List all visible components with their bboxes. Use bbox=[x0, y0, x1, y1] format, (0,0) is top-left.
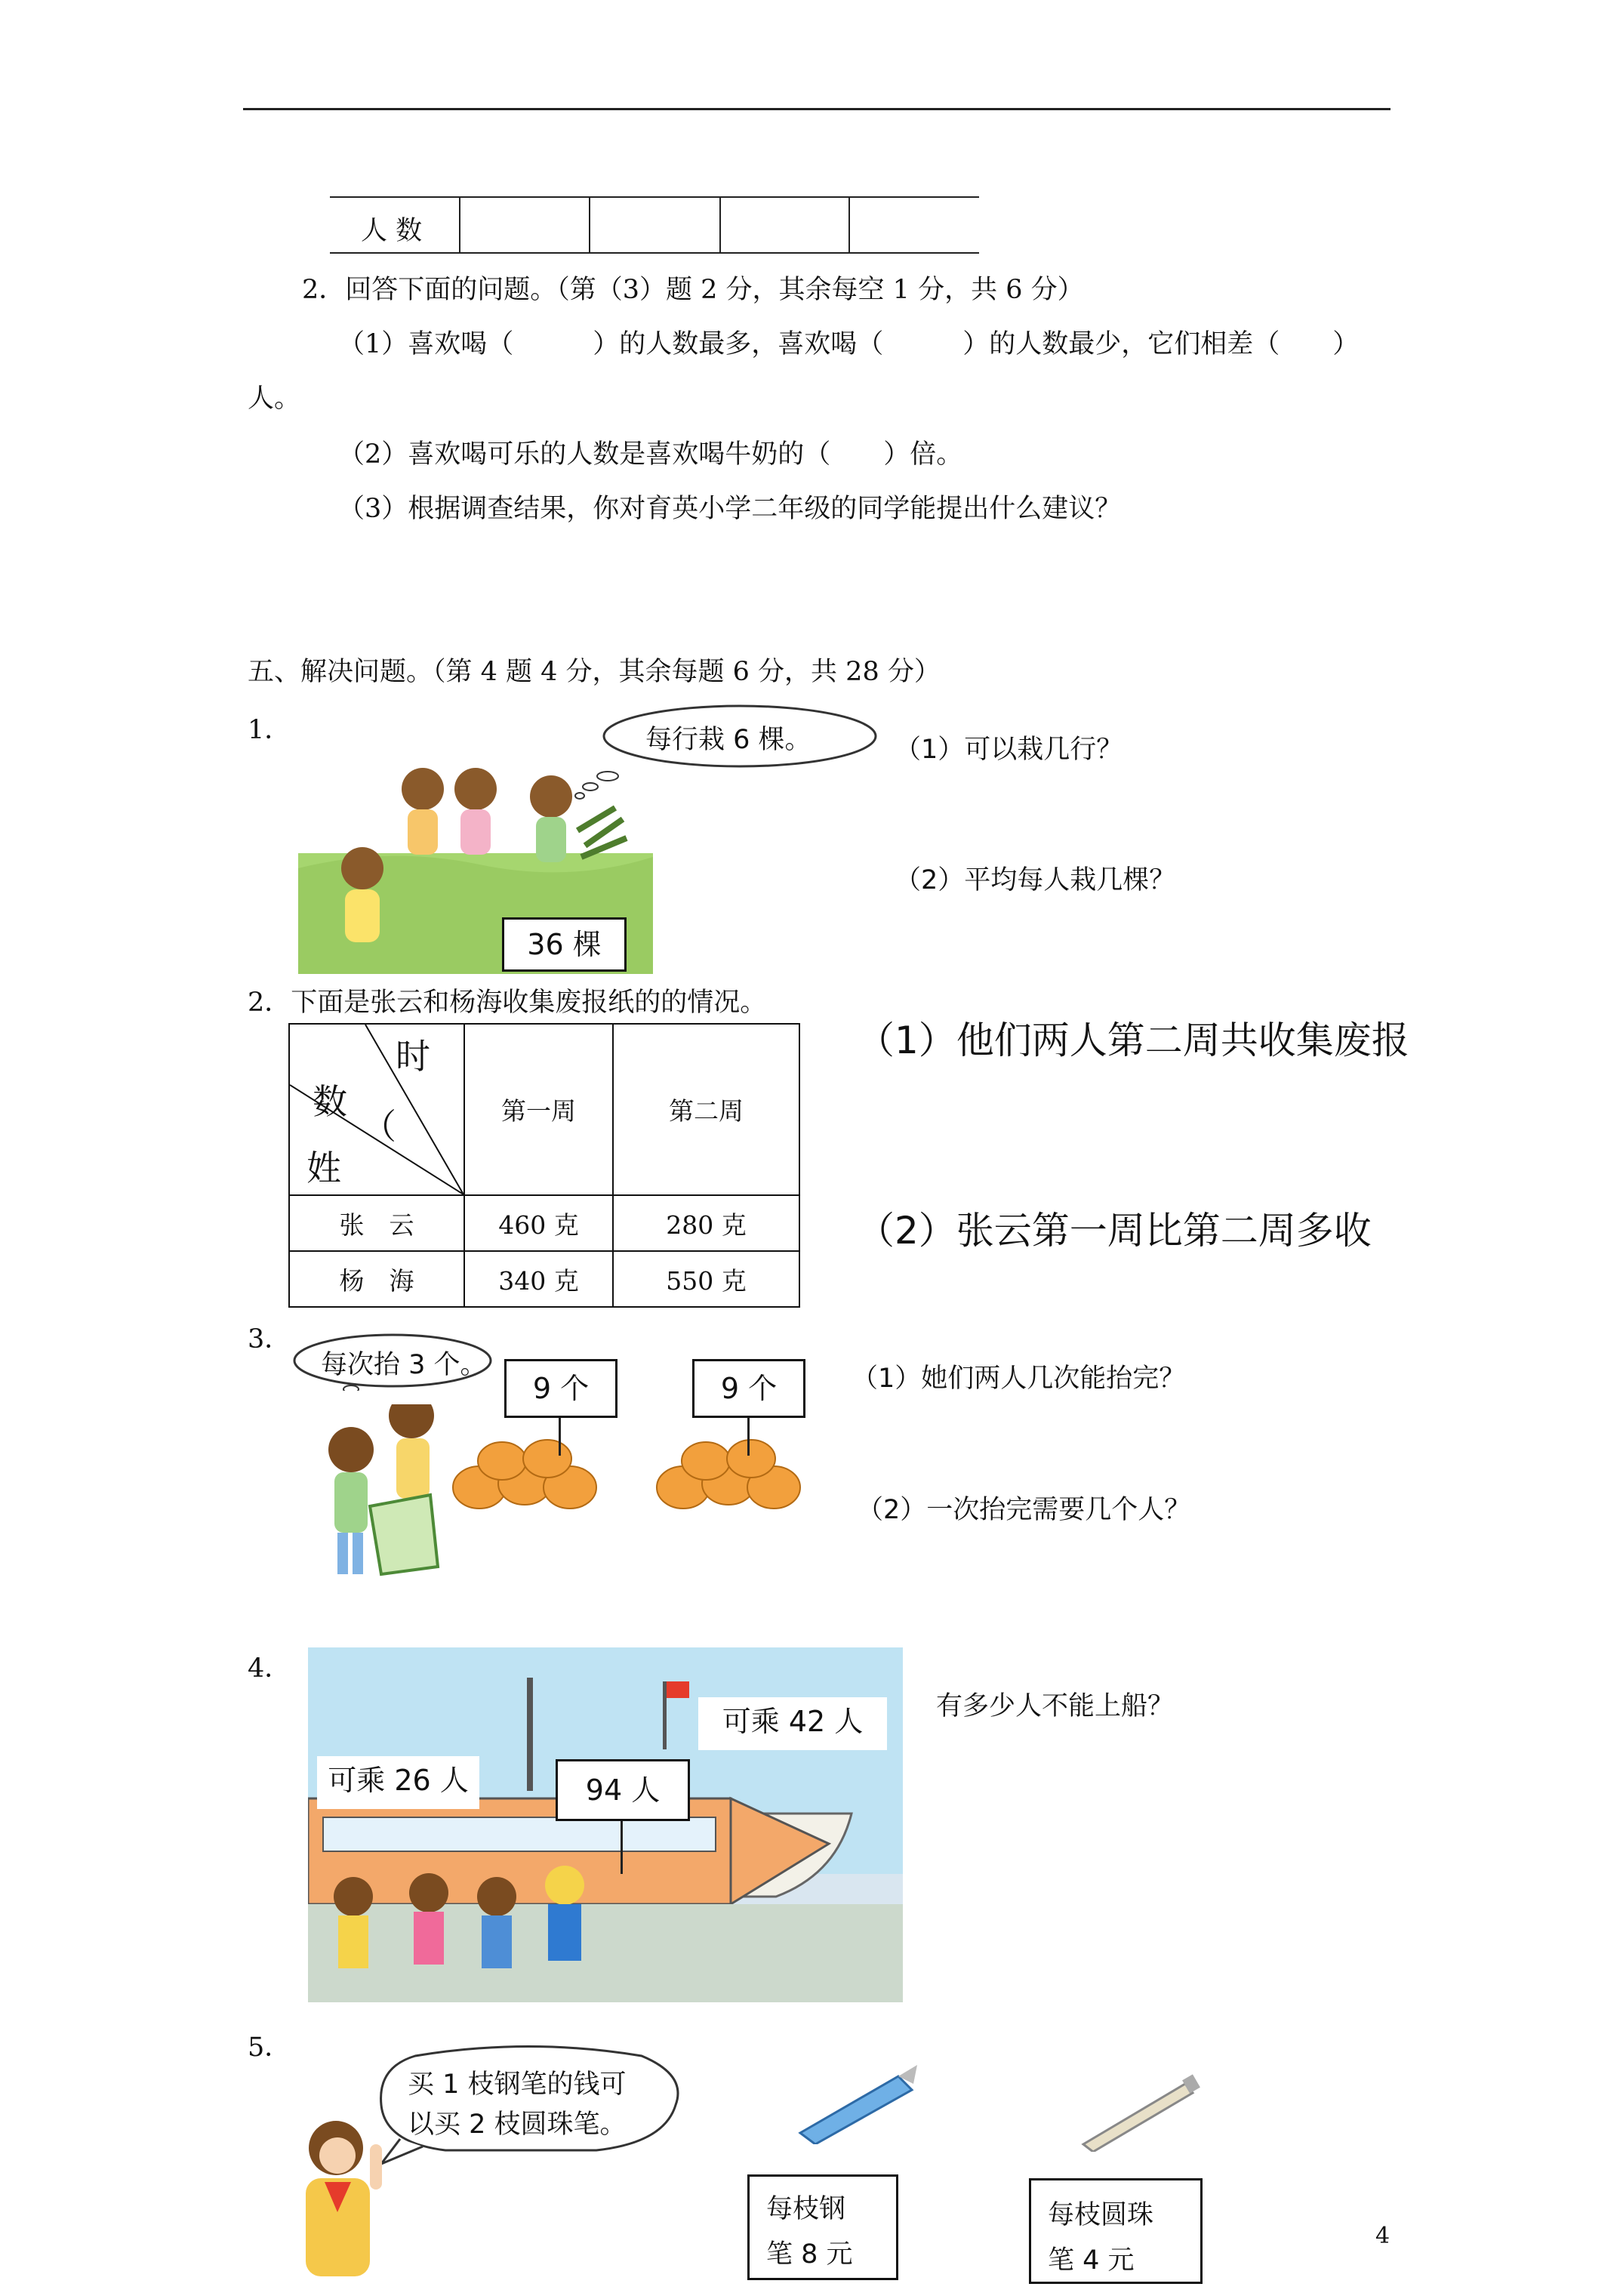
q2-sub1-cont: 人。 bbox=[248, 384, 301, 414]
header-week1: 第一周 bbox=[464, 1024, 613, 1195]
row-week1: 460 克 bbox=[464, 1195, 613, 1251]
p2-intro: 2．下面是张云和杨海收集废报纸的的情况。 bbox=[248, 988, 767, 1018]
thought-dots bbox=[574, 770, 619, 800]
p4-number: 4． bbox=[248, 1653, 291, 1684]
p1-question2: （2）平均每人栽几棵？ bbox=[895, 865, 1176, 895]
p3-sign1: 9 个 bbox=[504, 1359, 617, 1418]
p2-question2: （2）张云第一周比第二周多收 bbox=[857, 1209, 1372, 1253]
basket-icon bbox=[370, 1495, 438, 1574]
header-rule bbox=[243, 108, 1390, 110]
row-name: 杨 海 bbox=[289, 1251, 464, 1307]
p4-sign-small: 可乘 26 人 bbox=[317, 1756, 479, 1809]
p3-speech-bubble: 每次抬 3 个。 bbox=[291, 1330, 494, 1391]
ballpoint-pen-icon bbox=[1072, 2069, 1208, 2152]
saplings-icon bbox=[577, 808, 627, 857]
row-week1: 340 克 bbox=[464, 1251, 613, 1307]
p1-question1: （1）可以栽几行？ bbox=[895, 735, 1123, 765]
p4-question: 有多少人不能上船？ bbox=[936, 1691, 1175, 1721]
p3-question2: （2）一次抬完需要几个人？ bbox=[857, 1495, 1191, 1525]
p3-question1: （1）她们两人几次能抬完？ bbox=[852, 1364, 1186, 1394]
table-row-label: 人 数 bbox=[361, 216, 423, 246]
p4-sign-big: 可乘 42 人 bbox=[698, 1697, 887, 1750]
q2-sub1: （1）喜欢喝（ ）的人数最多，喜欢喝（ ）的人数最少，它们相差（ ） bbox=[338, 329, 1360, 359]
paper-collection-table bbox=[288, 1023, 800, 1308]
p2-question1: （1）他们两人第二周共收集废报 bbox=[857, 1019, 1409, 1062]
p5-teacher-illustration bbox=[283, 2114, 396, 2295]
p3-number: 3． bbox=[248, 1324, 291, 1354]
section5-title: 五、解决问题。（第 4 题 4 分，其余每题 6 分，共 28 分） bbox=[248, 657, 941, 687]
row-name: 张 云 bbox=[289, 1195, 464, 1251]
p1-speech-bubble: 每行栽 6 棵。 bbox=[596, 702, 879, 770]
row-week2: 550 克 bbox=[613, 1251, 799, 1307]
diagonal-header-cell: 时 数 （ 姓 bbox=[289, 1024, 464, 1195]
table-row bbox=[289, 1195, 799, 1251]
table-row bbox=[289, 1251, 799, 1307]
p5-speech-bubble: 买 1 枝钢笔的钱可 以买 2 枝圆珠笔。 bbox=[370, 2045, 687, 2165]
fountain-pen-icon bbox=[785, 2061, 921, 2144]
p5-number: 5． bbox=[248, 2032, 291, 2063]
q2-sub3: （3）根据调查结果，你对育英小学二年级的同学能提出什么建议？ bbox=[338, 494, 1122, 524]
p1-number: 1． bbox=[248, 715, 291, 745]
header-week2: 第二周 bbox=[613, 1024, 799, 1195]
flag-icon bbox=[667, 1681, 689, 1698]
page-number: 4 bbox=[1375, 2223, 1390, 2249]
p1-sign: 36 棵 bbox=[502, 917, 627, 972]
p5-price-tag-2: 每枝圆珠 笔 4 元 bbox=[1029, 2178, 1203, 2284]
p4-sign-people: 94 人 bbox=[556, 1759, 690, 1821]
p5-price-tag-1: 每枝钢 笔 8 元 bbox=[747, 2174, 898, 2280]
q2-sub2: （2）喜欢喝可乐的人数是喜欢喝牛奶的（ ）倍。 bbox=[338, 439, 963, 470]
q2-intro: 2．回答下面的问题。（第（3）题 2 分，其余每空 1 分，共 6 分） bbox=[302, 275, 1084, 305]
row-week2: 280 克 bbox=[613, 1195, 799, 1251]
p3-sign2: 9 个 bbox=[692, 1359, 805, 1418]
